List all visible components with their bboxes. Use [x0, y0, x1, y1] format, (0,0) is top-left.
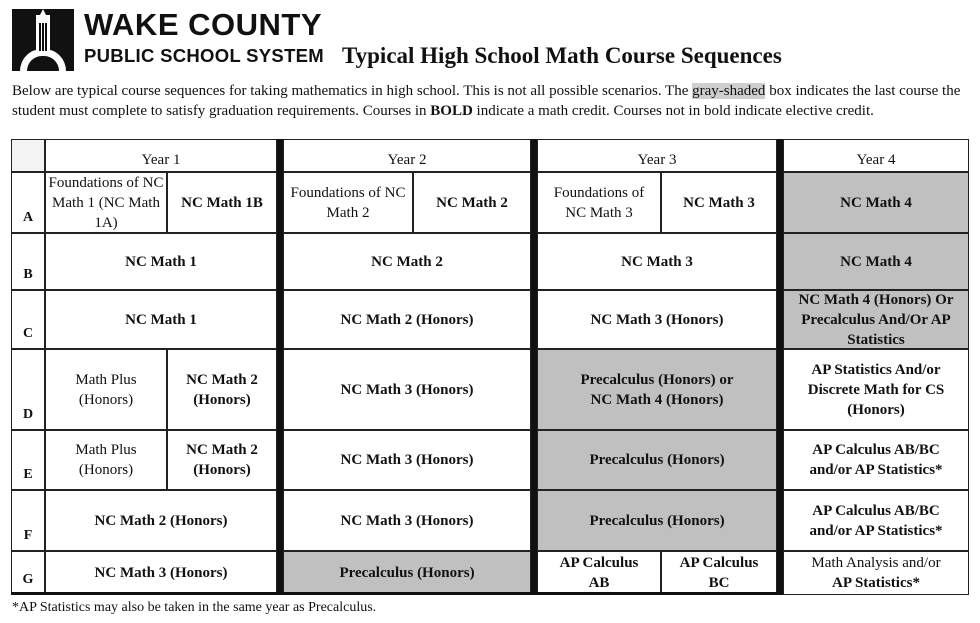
table-corner [11, 139, 45, 172]
row-label-e: E [11, 430, 45, 490]
cell-f-year3: Precalculus (Honors) [537, 490, 777, 551]
course-sequence-table [11, 139, 969, 595]
cell-c-year4: NC Math 4 (Honors) Or Precalculus And/Or AP Statistics [783, 290, 969, 349]
cell-g-year1: NC Math 3 (Honors) [45, 551, 277, 595]
footnote: *AP Statistics may also be taken in the same year as Precalculus. [12, 600, 377, 615]
cell-a-year2-part2: NC Math 2 [413, 172, 531, 233]
page-title: Typical High School Math Course Sequences [342, 43, 782, 68]
intro-text-1: Below are typical course sequences for taking mathematics in high school. This is not all possible scenarios. The [12, 83, 693, 99]
logo-bar [39, 23, 41, 51]
org-name-line2: PUBLIC SCHOOL SYSTEM [84, 45, 325, 66]
cell-b-year2: NC Math 2 [283, 233, 531, 290]
header-year-1: Year 1 [45, 139, 277, 172]
cell-a-year3-part2: NC Math 3 [661, 172, 777, 233]
cell-a-year2-part1: Foundations of NC Math 2 [283, 172, 413, 233]
cell-d-year1-part1: Math Plus (Honors) [45, 349, 167, 430]
row-label-d: D [11, 349, 45, 430]
year-divider [277, 139, 283, 595]
cell-e-year3: Precalculus (Honors) [537, 430, 777, 490]
table-bottom-rule [11, 592, 780, 595]
cell-c-year2: NC Math 2 (Honors) [283, 290, 531, 349]
cell-b-year3: NC Math 3 [537, 233, 777, 290]
cell-a-year4: NC Math 4 [783, 172, 969, 233]
intro-bold-text: BOLD [430, 102, 473, 119]
cell-b-year4: NC Math 4 [783, 233, 969, 290]
logo-spire [39, 9, 47, 17]
row-label-a: A [11, 172, 45, 233]
logo-bar [45, 23, 47, 51]
header-year-2: Year 2 [283, 139, 531, 172]
row-label-b: B [11, 233, 45, 290]
cell-d-year2: NC Math 3 (Honors) [283, 349, 531, 430]
cell-f-year1: NC Math 2 (Honors) [45, 490, 277, 551]
row-label-g: G [11, 551, 45, 595]
cell-e-year1-part2: NC Math 2 (Honors) [167, 430, 277, 490]
cell-g-year2: Precalculus (Honors) [283, 551, 531, 595]
header-year-3: Year 3 [537, 139, 777, 172]
header-year-4: Year 4 [783, 139, 969, 172]
year-divider [777, 139, 783, 595]
cell-b-year1: NC Math 1 [45, 233, 277, 290]
row-label-f: F [11, 490, 45, 551]
cell-e-year2: NC Math 3 (Honors) [283, 430, 531, 490]
row-label-c: C [11, 290, 45, 349]
cell-e-year1-part1: Math Plus (Honors) [45, 430, 167, 490]
org-name-line1: WAKE COUNTY [84, 7, 322, 42]
cell-c-year1: NC Math 1 [45, 290, 277, 349]
intro-text-2: box indicates the last course the student must complete to satisfy graduation requirements. Courses in [12, 83, 961, 119]
cell-g-year4-plain: Math Analysis and/or [811, 555, 941, 571]
cell-g-year4 [783, 551, 969, 595]
intro-shaded-text: gray-shaded [692, 83, 766, 99]
cell-f-year4: AP Calculus AB/BC and/or AP Statistics* [783, 490, 969, 551]
year-divider [531, 139, 537, 595]
intro-text-3: indicate a math credit. Courses not in bold indicate elective credit. [472, 102, 874, 119]
cell-e-year4: AP Calculus AB/BC and/or AP Statistics* [783, 430, 969, 490]
cell-d-year4: AP Statistics And/or Discrete Math for CS (Honors) [783, 349, 969, 430]
cell-c-year3: NC Math 3 (Honors) [537, 290, 777, 349]
cell-g-year3-part1: AP Calculus AB [537, 551, 661, 595]
cell-a-year1-part1: Foundations of NC Math 1 (NC Math 1A) [45, 172, 167, 233]
cell-a-year1-part2: NC Math 1B [167, 172, 277, 233]
cell-g-year3-part2: AP Calculus BC [661, 551, 777, 595]
cell-d-year1-part2: NC Math 2 (Honors) [167, 349, 277, 430]
cell-a-year3-part1: Foundations of NC Math 3 [537, 172, 661, 233]
logo-bar [42, 23, 44, 51]
cell-d-year3: Precalculus (Honors) or NC Math 4 (Honors) [537, 349, 777, 430]
wcpss-logo [12, 9, 74, 71]
cell-f-year2: NC Math 3 (Honors) [283, 490, 531, 551]
cell-g-year4-bold: AP Statistics* [832, 575, 920, 591]
intro-paragraph [12, 82, 972, 121]
